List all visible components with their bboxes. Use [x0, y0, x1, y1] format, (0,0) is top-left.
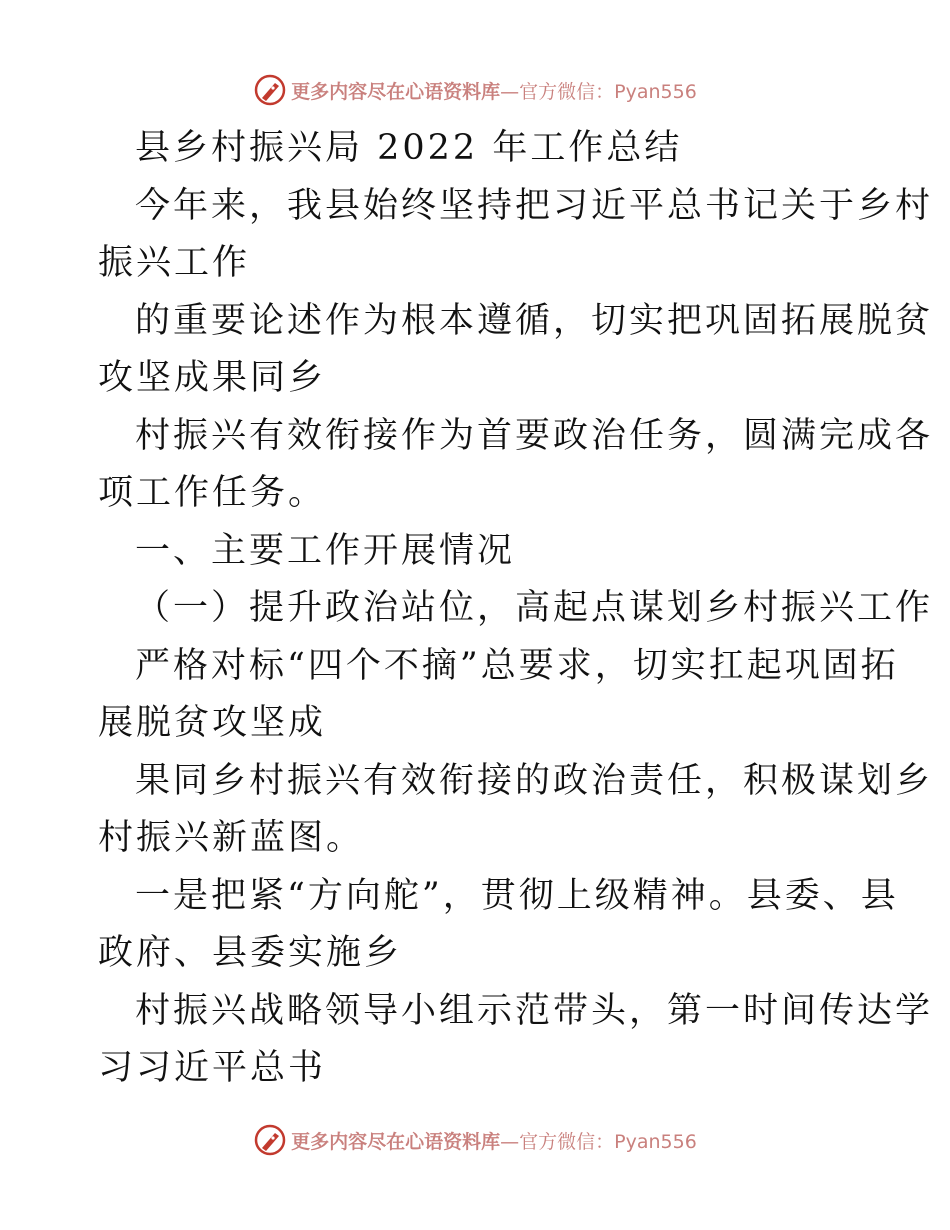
- section-heading: 一、主要工作开展情况: [135, 530, 516, 571]
- watermark-brand-text: 更多内容尽在心语资料库: [291, 80, 501, 103]
- footer-watermark-banner: [0, 1120, 950, 1160]
- paragraph-line: 一是把紧“方向舵”，贯彻上级精神。县委、县: [135, 875, 899, 916]
- pen-nib-logo-icon: [253, 1123, 287, 1157]
- paragraph-line: 严格对标“四个不摘”总要求，切实扛起巩固拓: [135, 645, 899, 686]
- paragraph-line: 村振兴战略领导小组示范带头，第一时间传达学: [135, 990, 934, 1031]
- paragraph-line: 村振兴有效衔接作为首要政治任务，圆满完成各: [135, 415, 934, 456]
- watermark-contact-text: —官方微信：Pyan556: [500, 1130, 697, 1153]
- paragraph-line: 今年来，我县始终坚持把习近平总书记关于乡村: [135, 185, 934, 226]
- paragraph-line: 展脱贫攻坚成: [98, 703, 327, 743]
- watermark-brand-text: 更多内容尽在心语资料库: [291, 1130, 501, 1153]
- paragraph-line: 果同乡村振兴有效衔接的政治责任，积极谋划乡: [135, 760, 934, 801]
- watermark-contact-text: —官方微信：Pyan556: [500, 80, 697, 103]
- header-watermark-banner: [0, 70, 950, 110]
- paragraph-line: 政府、县委实施乡: [98, 933, 403, 973]
- paragraph-line: 振兴工作: [98, 243, 251, 283]
- document-body: [98, 120, 934, 1098]
- paragraph-line: 习习近平总书: [98, 1048, 327, 1088]
- paragraph-line: 攻坚成果同乡: [98, 358, 327, 398]
- paragraph-line: 项工作任务。: [98, 473, 327, 513]
- paragraph-line: 村振兴新蓝图。: [98, 818, 365, 858]
- document-title: 县乡村振兴局 2022 年工作总结: [135, 128, 683, 168]
- pen-nib-logo-icon: [253, 73, 287, 107]
- paragraph-line: 的重要论述作为根本遵循，切实把巩固拓展脱贫: [135, 300, 934, 341]
- subsection-heading: （一）提升政治站位，高起点谋划乡村振兴工作: [135, 588, 934, 628]
